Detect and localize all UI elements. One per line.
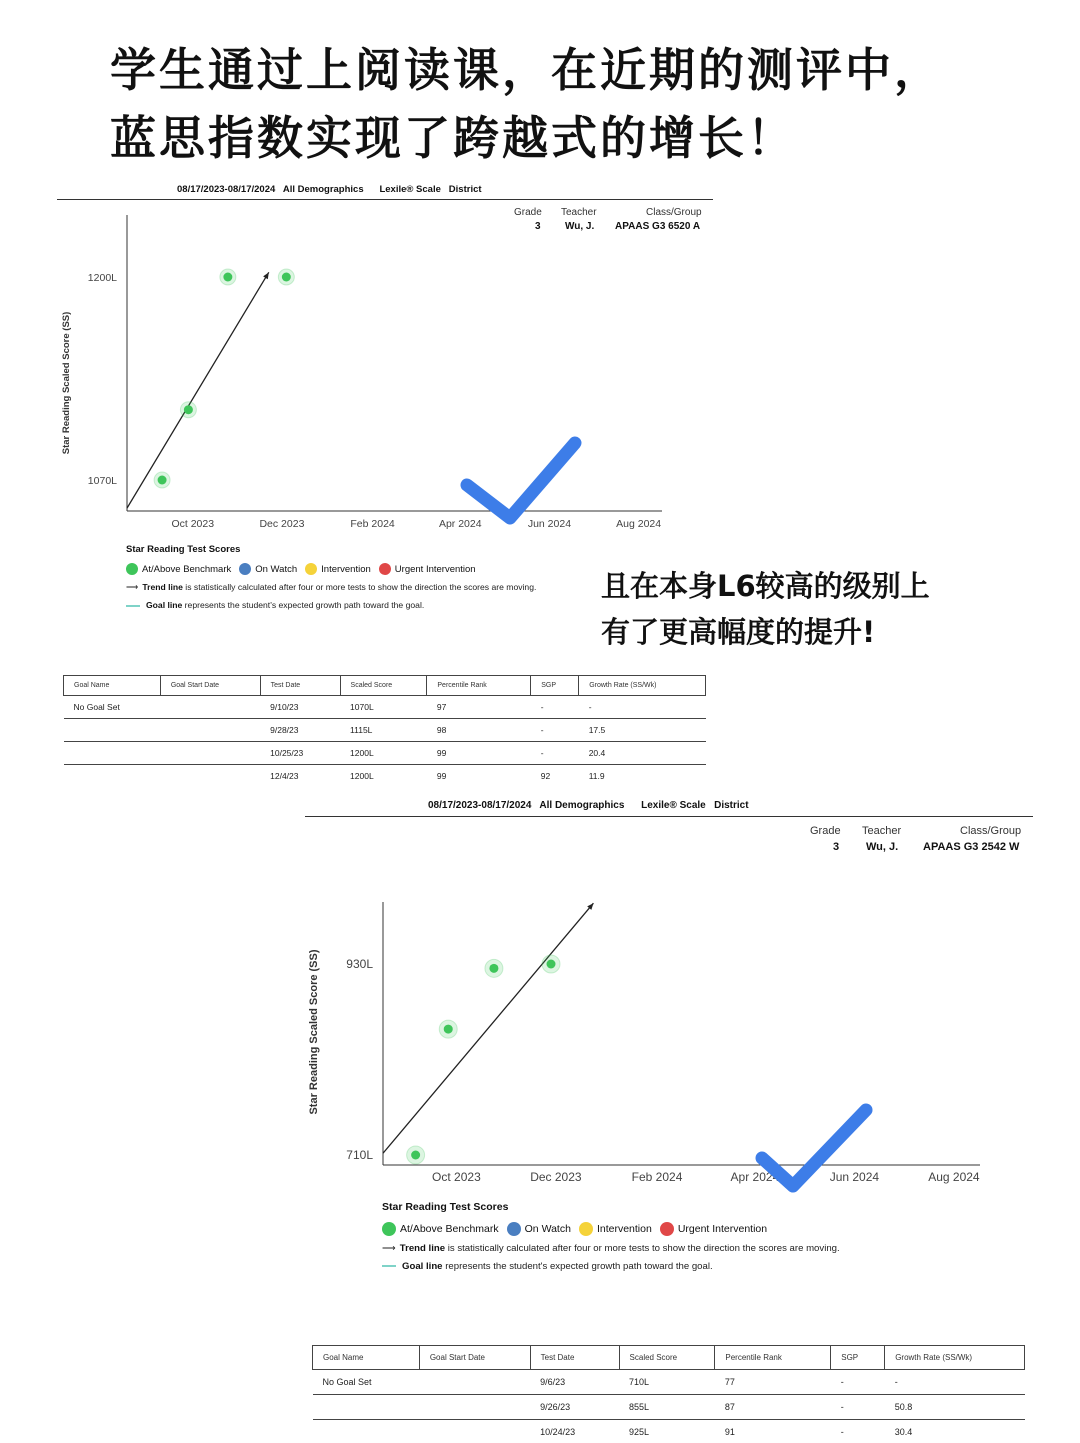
trend-note-text: is statistically calculated after four or more tests to show the direction the scores are moving. — [445, 1243, 840, 1254]
at-above-dot-icon — [382, 1222, 396, 1236]
x-tick-label: Apr 2024 — [730, 1170, 780, 1184]
table-cell: 99 — [427, 742, 531, 765]
table-cell — [419, 1420, 530, 1443]
legend-at-above-label: At/Above Benchmark — [400, 1223, 499, 1235]
on-watch-dot-icon — [239, 563, 251, 575]
column-header: Goal Name — [313, 1346, 420, 1370]
trend-note-bold: Trend line — [142, 582, 183, 592]
legend-intervention-label: Intervention — [596, 1223, 652, 1235]
x-tick-label: Oct 2023 — [171, 518, 215, 530]
report-panel-2 — [305, 797, 1040, 1443]
score-chart — [57, 175, 717, 535]
legend-row — [382, 1222, 775, 1236]
column-header: Goal Start Date — [419, 1346, 530, 1370]
goal-note — [126, 600, 424, 610]
report-panel-1 — [57, 175, 717, 780]
table-row — [313, 1395, 1025, 1420]
table-cell: No Goal Set — [64, 696, 161, 719]
data-point — [158, 476, 167, 485]
table-cell: 99 — [427, 765, 531, 781]
legend-at-above-label: At/Above Benchmark — [142, 563, 232, 575]
demographics: All Demographics — [539, 800, 625, 811]
table-cell: 925L — [619, 1420, 715, 1443]
column-header: Goal Name — [64, 676, 161, 696]
table-cell: - — [531, 719, 579, 742]
table-cell: - — [579, 696, 706, 719]
table-row — [64, 719, 706, 742]
table-cell — [64, 719, 161, 742]
class-value: APAAS G3 6520 A — [615, 221, 701, 232]
table-cell: 11.9 — [579, 765, 706, 781]
table-cell: 10/24/23 — [530, 1420, 619, 1443]
table-cell: 710L — [619, 1370, 715, 1395]
legend-title: Star Reading Test Scores — [382, 1201, 509, 1213]
grade-value: 3 — [535, 221, 541, 232]
level: District — [448, 184, 482, 195]
legend-intervention — [579, 1222, 652, 1236]
table-cell: - — [831, 1420, 885, 1443]
table-cell: 97 — [427, 696, 531, 719]
table-cell — [160, 742, 260, 765]
urgent-dot-icon — [660, 1222, 674, 1236]
teacher-label: Teacher — [862, 825, 902, 837]
trend-note-bold: Trend line — [399, 1243, 446, 1254]
legend-urgent-label: Urgent Intervention — [677, 1223, 768, 1235]
legend-urgent — [379, 563, 476, 575]
table-cell: - — [531, 742, 579, 765]
trend-line — [127, 272, 269, 508]
teacher-value: Wu, J. — [866, 841, 899, 853]
table-row — [64, 742, 706, 765]
x-tick-label: Feb 2024 — [631, 1170, 683, 1184]
table-cell — [313, 1395, 420, 1420]
level: District — [714, 800, 749, 811]
column-header: Test Date — [260, 676, 340, 696]
teacher-label: Teacher — [561, 207, 597, 218]
column-header: Percentile Rank — [427, 676, 531, 696]
table-cell: - — [831, 1395, 885, 1420]
goal-line-icon — [126, 605, 140, 607]
table-row — [313, 1370, 1025, 1395]
teacher-value: Wu, J. — [565, 221, 595, 232]
class-label: Class/Group — [646, 207, 702, 218]
grade-label: Grade — [810, 825, 841, 837]
data-point — [411, 1151, 420, 1160]
table-cell — [160, 696, 260, 719]
intervention-dot-icon — [579, 1222, 593, 1236]
data-point — [547, 960, 556, 969]
table-cell — [419, 1370, 530, 1395]
intervention-dot-icon — [305, 563, 317, 575]
scale: Lexile® Scale — [641, 800, 706, 811]
legend-urgent — [660, 1222, 767, 1236]
table-cell: 1070L — [340, 696, 427, 719]
column-header: Growth Rate (SS/Wk) — [579, 676, 706, 696]
table-cell: 17.5 — [579, 719, 706, 742]
table-header-row — [64, 676, 706, 696]
table-cell: No Goal Set — [313, 1370, 420, 1395]
x-tick-label: Oct 2023 — [432, 1170, 481, 1184]
on-watch-dot-icon — [507, 1222, 521, 1236]
table-cell — [64, 765, 161, 781]
table-cell — [160, 765, 260, 781]
goal-note — [382, 1261, 713, 1272]
table-cell: 9/10/23 — [260, 696, 340, 719]
callout-line-2: 有了更高幅度的提升! — [601, 615, 876, 649]
trend-line — [383, 903, 593, 1153]
column-header: SGP — [531, 676, 579, 696]
trend-note — [382, 1243, 840, 1254]
legend-title: Star Reading Test Scores — [126, 544, 241, 555]
table-cell — [160, 719, 260, 742]
trend-note-text: is statistically calculated after four or more tests to show the direction the scores are moving. — [182, 582, 537, 592]
class-value: APAAS G3 2542 W — [923, 841, 1020, 853]
legend-on-watch — [507, 1222, 571, 1236]
table-cell: 10/25/23 — [260, 742, 340, 765]
column-header: Scaled Score — [619, 1346, 715, 1370]
table-cell: 20.4 — [579, 742, 706, 765]
table-cell: - — [531, 696, 579, 719]
date-range: 08/17/2023-08/17/2024 — [428, 800, 532, 811]
table-cell: 12/4/23 — [260, 765, 340, 781]
table-cell: - — [885, 1370, 1025, 1395]
table-cell: 9/26/23 — [530, 1395, 619, 1420]
data-point — [282, 273, 291, 282]
checkmark-icon — [748, 1098, 883, 1198]
data-point — [223, 273, 232, 282]
x-tick-label: Aug 2024 — [928, 1170, 980, 1184]
legend-at-above — [126, 563, 231, 575]
scores-table — [312, 1345, 1025, 1443]
table-cell — [419, 1395, 530, 1420]
headline-line-2: 蓝思指数实现了跨越式的增长！ — [110, 111, 796, 165]
table-cell — [313, 1420, 420, 1443]
scores-table — [63, 675, 706, 780]
legend-intervention-label: Intervention — [321, 563, 371, 575]
goal-note-bold: Goal line — [146, 600, 183, 610]
column-header: Goal Start Date — [160, 676, 260, 696]
data-point — [489, 964, 498, 973]
y-axis-label: Star Reading Scaled Score (SS) — [61, 311, 72, 455]
column-header: Percentile Rank — [715, 1346, 831, 1370]
table-row — [64, 696, 706, 719]
legend-row — [126, 563, 484, 575]
demographics: All Demographics — [282, 184, 364, 195]
table-cell: 92 — [531, 765, 579, 781]
y-axis-label: Star Reading Scaled Score (SS) — [308, 949, 320, 1115]
table-row — [64, 765, 706, 781]
class-label: Class/Group — [960, 825, 1022, 837]
x-tick-label: Dec 2023 — [259, 518, 305, 530]
table-cell: 98 — [427, 719, 531, 742]
x-tick-label: Apr 2024 — [438, 518, 482, 530]
goal-note-bold: Goal line — [402, 1261, 443, 1272]
y-tick-label: 710L — [346, 1148, 373, 1162]
scale: Lexile® Scale — [379, 184, 441, 195]
x-tick-label: Feb 2024 — [350, 518, 395, 530]
headline-line-1: 学生通过上阅读课，在近期的测评中， — [110, 43, 943, 97]
table-cell: 9/28/23 — [260, 719, 340, 742]
y-tick-label: 1070L — [87, 475, 117, 487]
table-cell: - — [831, 1370, 885, 1395]
trend-note — [126, 582, 536, 593]
table-cell: 1200L — [340, 765, 427, 781]
grade-label: Grade — [514, 207, 542, 218]
table-cell — [64, 742, 161, 765]
table-cell: 855L — [619, 1395, 715, 1420]
y-tick-label: 930L — [346, 957, 373, 971]
grade-value: 3 — [833, 841, 840, 853]
legend-at-above — [382, 1222, 499, 1236]
goal-line-icon — [382, 1265, 396, 1267]
y-tick-label: 1200L — [87, 272, 117, 284]
urgent-dot-icon — [379, 563, 391, 575]
table-cell: 87 — [715, 1395, 831, 1420]
table-cell: 30.4 — [885, 1420, 1025, 1443]
table-cell: 91 — [715, 1420, 831, 1443]
legend-on-watch — [239, 563, 297, 575]
legend-on-watch-label: On Watch — [524, 1223, 571, 1235]
table-cell: 1200L — [340, 742, 427, 765]
score-chart — [305, 797, 1040, 1197]
x-tick-label: Jun 2024 — [829, 1170, 880, 1184]
x-tick-label: Dec 2023 — [530, 1170, 582, 1184]
x-tick-label: Jun 2024 — [527, 518, 572, 530]
column-header: SGP — [831, 1346, 885, 1370]
trend-arrow-icon: ⟶ — [382, 1243, 396, 1254]
trend-arrow-icon: ⟶ — [126, 582, 139, 592]
legend-urgent-label: Urgent Intervention — [394, 563, 476, 575]
table-cell: 9/6/23 — [530, 1370, 619, 1395]
table-cell: 77 — [715, 1370, 831, 1395]
table-row — [313, 1420, 1025, 1443]
table-cell: 1115L — [340, 719, 427, 742]
data-point — [444, 1025, 453, 1034]
x-tick-label: Aug 2024 — [616, 518, 662, 530]
date-range: 08/17/2023-08/17/2024 — [177, 184, 276, 195]
legend-intervention — [305, 563, 371, 575]
callout-line-1: 且在本身L6较高的级别上 — [601, 569, 930, 603]
table-header-row — [313, 1346, 1025, 1370]
goal-note-text: represents the student's expected growth path toward the goal. — [182, 600, 425, 610]
column-header: Scaled Score — [340, 676, 427, 696]
data-point — [184, 405, 193, 414]
legend-on-watch-label: On Watch — [255, 563, 298, 575]
table-cell: 50.8 — [885, 1395, 1025, 1420]
goal-note-text: represents the student's expected growth path toward the goal. — [442, 1261, 713, 1272]
checkmark-icon — [455, 430, 590, 530]
column-header: Test Date — [530, 1346, 619, 1370]
column-header: Growth Rate (SS/Wk) — [885, 1346, 1025, 1370]
at-above-dot-icon — [126, 563, 138, 575]
